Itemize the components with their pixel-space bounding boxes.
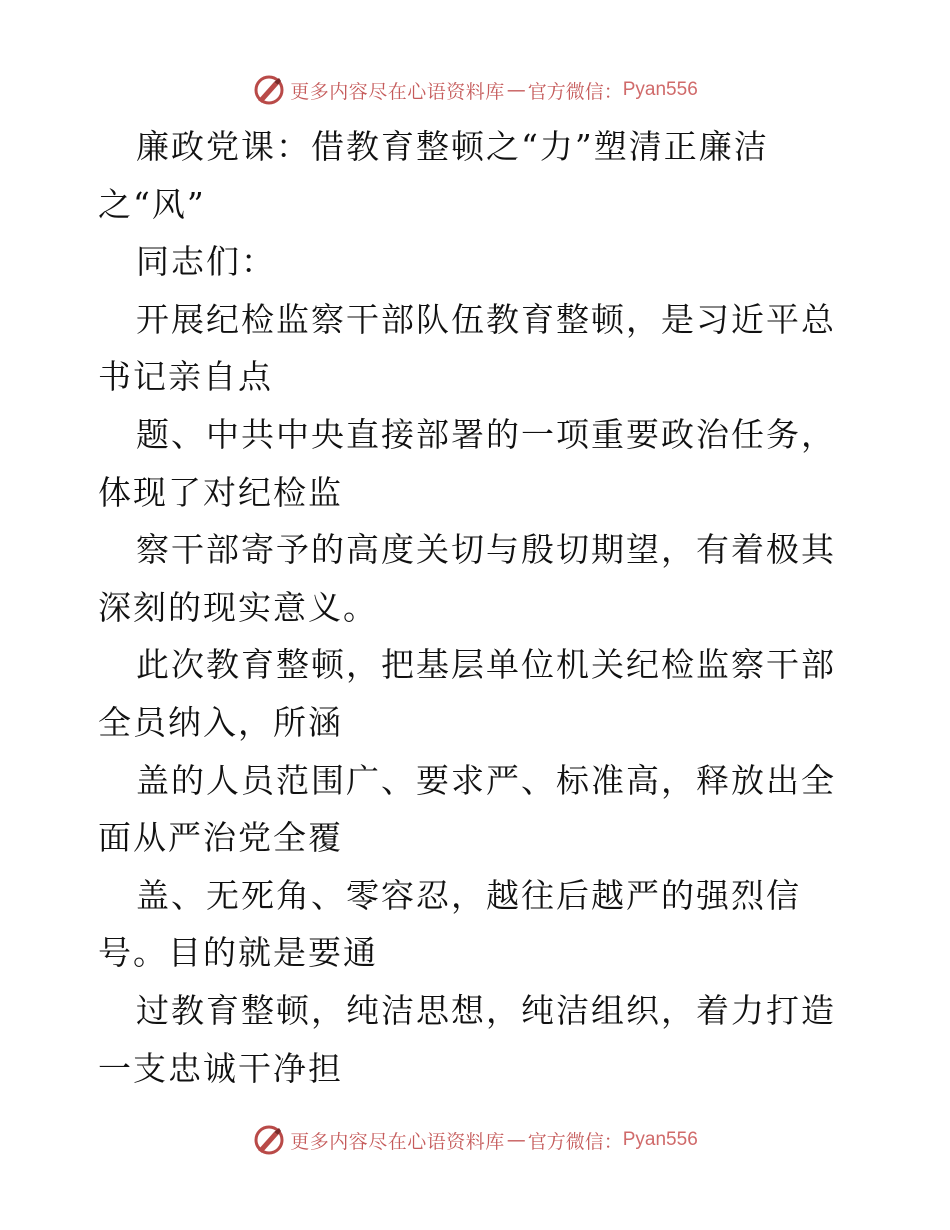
paragraph: 盖的人员范围广、要求严、标准高，释放出全面从严治党全覆 (98, 760, 836, 858)
paragraph: 过教育整顿，纯洁思想，纯洁组织，着力打造一支忠诚干净担 (98, 990, 836, 1088)
watermark-dash: — (506, 1129, 526, 1151)
watermark-dash: — (506, 79, 526, 101)
watermark-main-text: 更多内容尽在心语资料库 (290, 1130, 505, 1153)
paragraph: 此次教育整顿，把基层单位机关纪检监察干部全员纳入，所涵 (98, 645, 836, 742)
watermark-wechat-label: 官方微信： (527, 80, 623, 103)
document-body (98, 118, 858, 1097)
footer-watermark (0, 1120, 950, 1160)
paragraph: 题、中共中央直接部署的一项重要政治任务，体现了对纪检监 (98, 414, 836, 512)
paragraph: 开展纪检监察干部队伍教育整顿，是习近平总书记亲自点 (98, 299, 836, 397)
watermark-wechat-label: 官方微信： (527, 1130, 623, 1153)
watermark-main-text: 更多内容尽在心语资料库 (290, 80, 505, 103)
document-title: 廉政党课：借教育整顿之“力”塑清正廉洁 之“风” (98, 127, 769, 224)
pen-logo-icon (252, 73, 286, 107)
paragraph: 同志们： (136, 242, 276, 282)
watermark-wechat-id: Pyan556 (622, 1129, 698, 1150)
pen-logo-icon (252, 1123, 286, 1157)
paragraph: 盖、无死角、零容忍，越往后越严的强烈信号。目的就是要通 (98, 875, 801, 973)
watermark-wechat-id: Pyan556 (622, 79, 698, 100)
paragraph: 察干部寄予的高度关切与殷切期望，有着极其深刻的现实意义。 (98, 530, 836, 627)
header-watermark (0, 70, 950, 110)
